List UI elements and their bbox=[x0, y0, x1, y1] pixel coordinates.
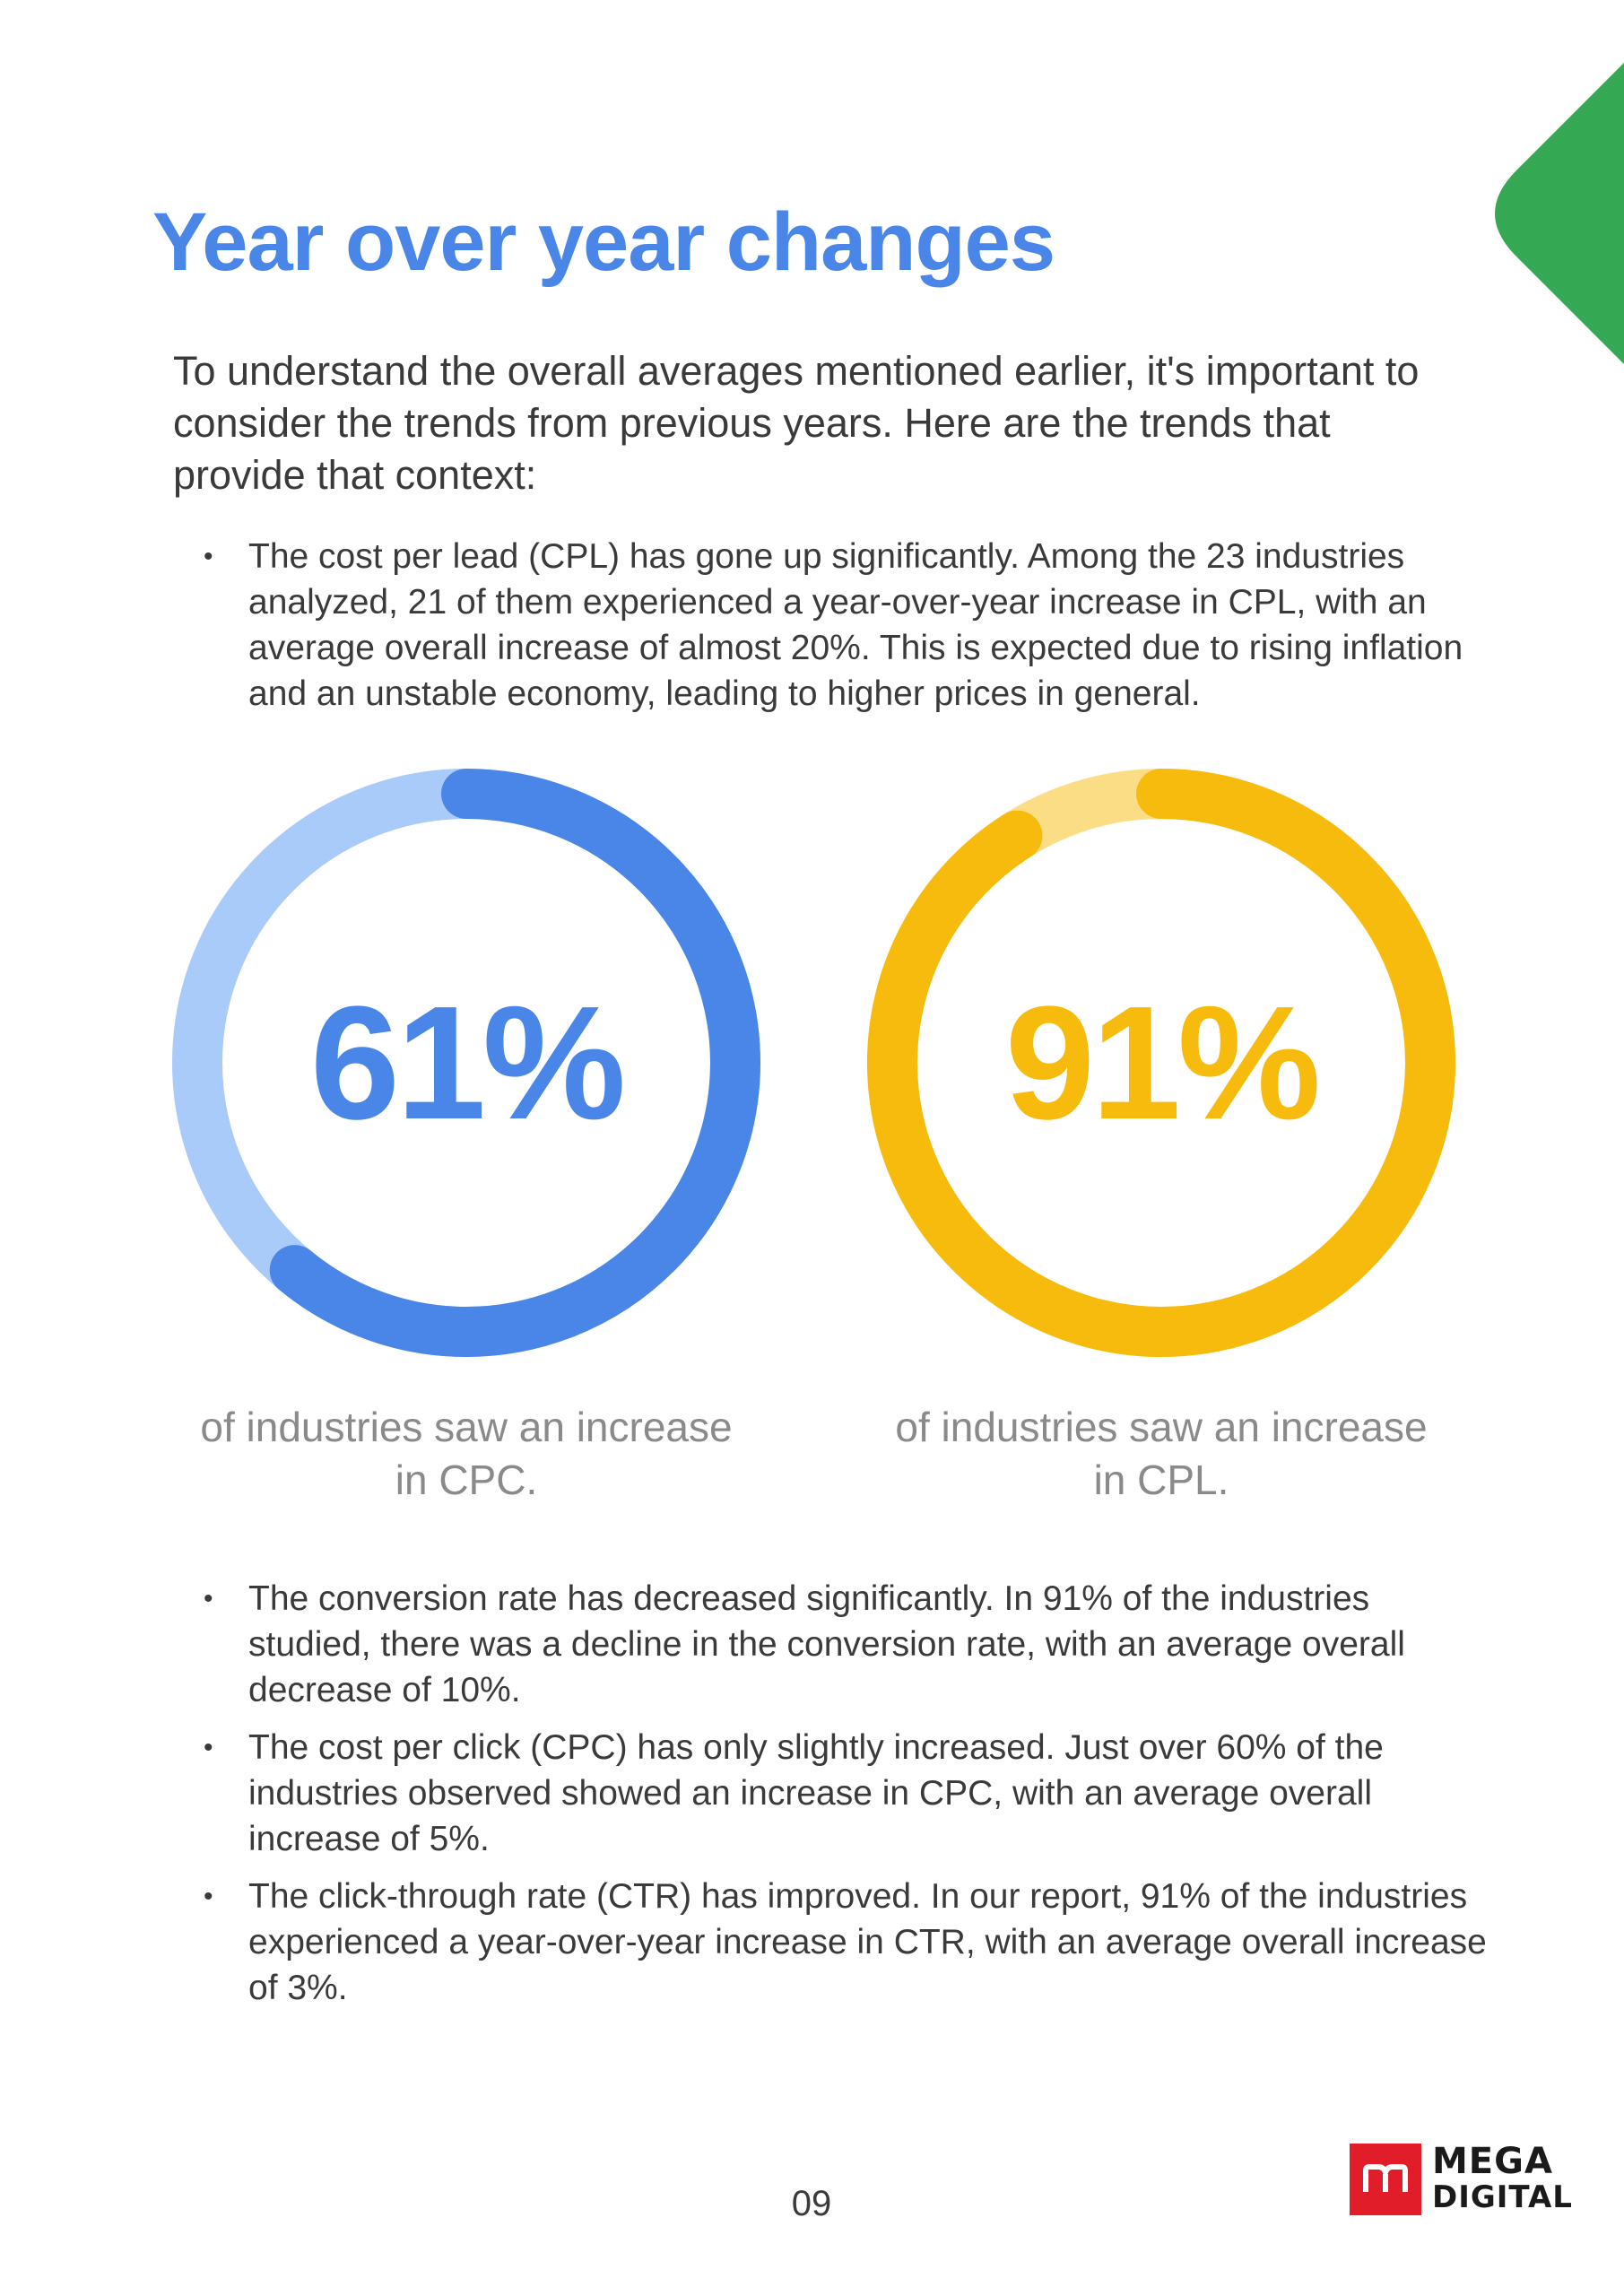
donut-value-label: 91% bbox=[1004, 972, 1318, 1153]
bullet-icon: • bbox=[204, 1733, 213, 1762]
logo-text-line2: DIGITAL bbox=[1432, 2179, 1573, 2215]
donut-cpc bbox=[170, 767, 762, 1359]
bullet-icon: • bbox=[204, 542, 213, 571]
bullet-text: The click-through rate (CTR) has improved. In our report, 91% of the industries experienced a year-over-year increase in CTR, with an average overall increase of 3%. bbox=[248, 1877, 1487, 2007]
bullet-text: The conversion rate has decreased significantly. In 91% of the industries studied, there was a decline in the conversion rate, with an average overall decrease of 10%. bbox=[248, 1579, 1405, 1709]
logo-m-glyph-icon bbox=[1360, 2161, 1411, 2197]
caption-cpc: of industries saw an increase in CPC. bbox=[200, 1404, 733, 1503]
list-item bbox=[173, 1874, 1491, 2011]
logo-text bbox=[1432, 2141, 1573, 2215]
list-item bbox=[173, 1576, 1491, 1713]
page-number: 09 bbox=[791, 2184, 832, 2223]
logo-text-line1: MEGA bbox=[1432, 2141, 1553, 2182]
page-title: Year over year changes bbox=[152, 196, 1055, 288]
list-item bbox=[173, 534, 1491, 717]
donut-value-label: 61% bbox=[309, 972, 623, 1153]
bullet-icon: • bbox=[204, 1584, 213, 1613]
donut-cpl bbox=[865, 767, 1457, 1359]
list-item bbox=[173, 1725, 1491, 1862]
bullet-icon: • bbox=[204, 1882, 213, 1911]
bullet-list-bottom bbox=[173, 1576, 1491, 2022]
green-corner-shape bbox=[1495, 63, 1624, 364]
bullet-list-top bbox=[173, 534, 1491, 717]
bullet-text: The cost per lead (CPL) has gone up significantly. Among the 23 industries analyzed, 21 of them experienced a year-over-year increase in CPL, with an average overall increase of almost 20%. This is expected due to rising inflation and an unstable economy, leading to higher prices in general. bbox=[248, 537, 1463, 713]
logo-mark-icon bbox=[1350, 2144, 1421, 2215]
intro-paragraph: To understand the overall averages mentioned earlier, it's important to consider the trends from previous years. Here are the trends that provide that context: bbox=[173, 348, 1420, 498]
caption-cpl: of industries saw an increase in CPL. bbox=[895, 1404, 1428, 1503]
bullet-text: The cost per click (CPC) has only slightly increased. Just over 60% of the industries observed showed an increase in CPC, with an average overall increase of 5%. bbox=[248, 1728, 1384, 1858]
mega-digital-logo bbox=[1350, 2139, 1573, 2220]
